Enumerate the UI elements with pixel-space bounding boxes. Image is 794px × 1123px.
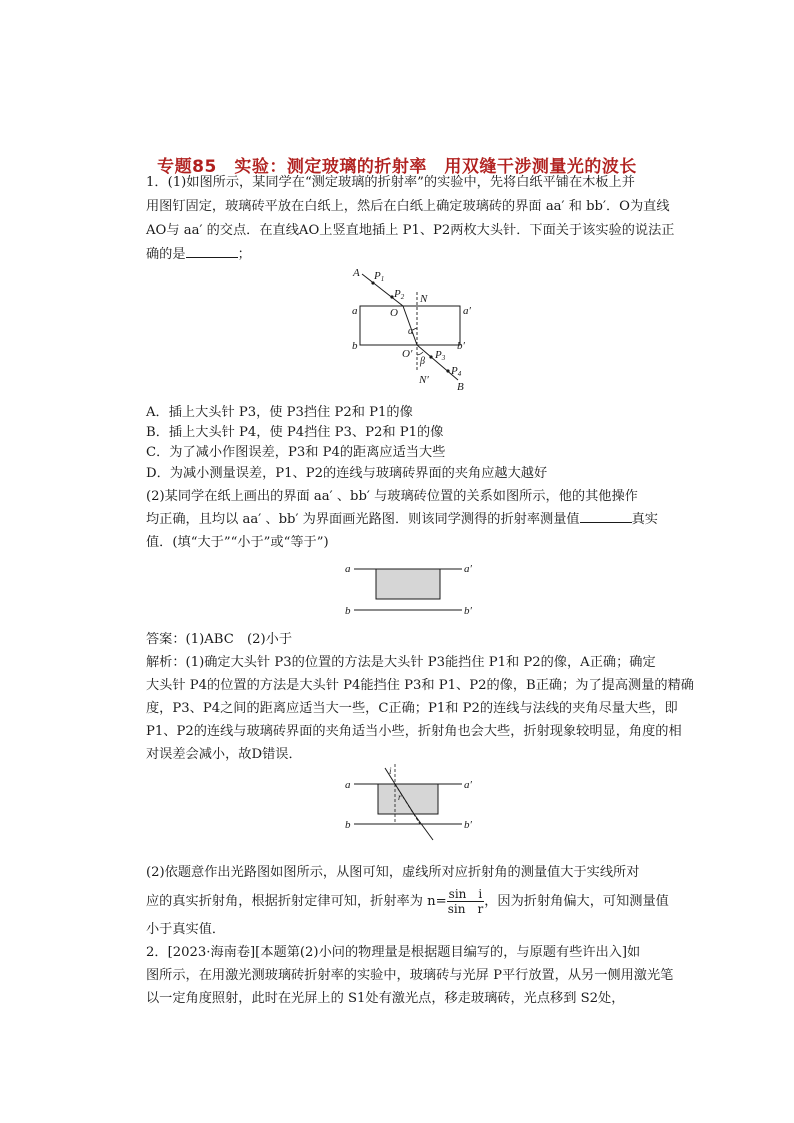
label-beta: β <box>420 356 425 367</box>
label-B: B <box>457 381 464 393</box>
figure-refraction-setup <box>340 262 480 397</box>
page-title: 专题85 实验：测定玻璃的折射率 用双缝干涉测量光的波长 <box>157 157 637 177</box>
q1-part2-line2 <box>146 508 674 532</box>
answer-line: 答案：(1)ABC (2)小于 <box>146 632 293 647</box>
explanation-line7-text: 应的真实折射角，根据折射定律可知，折射率为 n= <box>146 894 447 909</box>
q1-part2-line1: (2)某同学在纸上画出的界面 aa′ 、bb′ 与玻璃砖位置的关系如图所示，他的其他操作 <box>146 489 638 504</box>
formula-numerator: sin i <box>448 887 483 901</box>
label-a-prime: a′ <box>463 305 471 317</box>
label-b: b <box>352 340 358 352</box>
explanation-line2: 大头针 P4的位置的方法是大头针 P4能挡住 P3和 P1、P2的像，B正确；为了提高测量的精确 <box>146 678 694 693</box>
q1-option-d: D．为减小测量误差，P1、P2的连线与玻璃砖界面的夹角应越大越好 <box>146 466 548 481</box>
label-O-prime: O′ <box>402 348 413 360</box>
fig3-label-i: i <box>389 766 392 776</box>
q2-line2: 图所示，在用激光测玻璃砖折射率的实验中，玻璃砖与光屏 P平行放置，从另一侧用激光笔 <box>146 968 674 983</box>
explanation-line3: 度，P3、P4之间的距离应适当大一些，C正确；P1和 P2的连线与法线的夹角尽量大些，即 <box>146 701 678 716</box>
q2-line1: 2．[2023·海南卷][本题第(2)小问的物理量是根据题目编写的，与原题有些许出入]如 <box>146 945 641 960</box>
q1-option-b: B．插上大头针 P4，使 P4挡住 P3、P2和 P1的像 <box>146 425 444 440</box>
explanation-line1: 解析：(1)确定大头针 P3的位置的方法是大头针 P3能挡住 P1和 P2的像，A正确；确定 <box>146 655 656 670</box>
label-P3: P3 <box>435 349 446 362</box>
fig3-label-a: a <box>345 779 351 791</box>
q1-part2-line3: 值．(填“大于”“小于”或“等于”) <box>146 535 329 550</box>
q1-answer-blank[interactable] <box>186 243 238 258</box>
figure-light-path <box>340 760 480 842</box>
explanation-line8: 小于真实值． <box>146 922 226 937</box>
explanation-line5: 对误差会减小，故D错误． <box>146 747 302 762</box>
q1-part2-answer-blank[interactable] <box>580 508 632 523</box>
q1-line1: 1．(1)如图所示，某同学在“测定玻璃的折射率”的实验中，先将白纸平铺在木板上并 <box>146 175 635 190</box>
q1-part2-line2-end: 真实 <box>631 512 658 527</box>
label-N: N <box>420 293 428 305</box>
label-alpha: α <box>408 326 414 337</box>
figure-interface-misplaced <box>340 560 480 620</box>
fig2-label-a: a <box>345 563 351 575</box>
label-O: O <box>390 307 398 319</box>
q1-line4-end: ； <box>237 247 251 262</box>
q1-part2-line2-text: 均正确，且均以 aa′ 、bb′ 为界面画光路图．则该同学测得的折射率测量值 <box>146 512 580 527</box>
fig2-label-b-prime: b′ <box>464 605 472 617</box>
explanation-line7-end: ，因为折射角偏大，可知测量值 <box>484 894 669 909</box>
fig3-label-b: b <box>345 819 351 831</box>
fig2-label-a-prime: a′ <box>464 563 472 575</box>
q1-option-c: C．为了减小作图误差，P3和 P4的距离应适当大些 <box>146 445 446 460</box>
explanation-line4: P1、P2的连线与玻璃砖界面的夹角适当小些，折射角也会大些，折射现象较明显，角度的相 <box>146 724 682 739</box>
label-N-prime: N′ <box>419 374 429 386</box>
refraction-formula <box>447 887 485 916</box>
q2-line3: 以一定角度照射，此时在光屏上的 S1处有激光点，移走玻璃砖，光点移到 S2处， <box>146 991 625 1006</box>
label-P2: P2 <box>394 288 405 301</box>
fig2-label-b: b <box>345 605 351 617</box>
explanation-line7 <box>146 887 674 916</box>
formula-denominator: sin r <box>447 902 484 916</box>
explanation-line6: (2)依题意作出光路图如图所示，从图可知，虚线所对应折射角的测量值大于实线所对 <box>146 865 640 880</box>
q1-line3: AO与 aa′ 的交点．在直线AO上竖直地插上 P1、P2两枚大头针．下面关于该实验的说法正 <box>146 223 675 238</box>
q1-line2: 用图钉固定，玻璃砖平放在白纸上，然后在白纸上确定玻璃砖的界面 aa′ 和 bb′．O为直线 <box>146 199 670 214</box>
label-P1: P1 <box>374 270 385 283</box>
q1-line4-text: 确的是 <box>146 247 186 262</box>
fig3-label-a-prime: a′ <box>464 779 472 791</box>
label-b-prime: b′ <box>457 340 465 352</box>
label-a: a <box>352 305 358 317</box>
q1-option-a: A．插上大头针 P3，使 P3挡住 P2和 P1的像 <box>146 405 413 420</box>
fig3-label-r: r <box>398 792 402 802</box>
label-P4: P4 <box>451 365 462 378</box>
fig3-label-b-prime: b′ <box>464 819 472 831</box>
label-A: A <box>353 267 360 279</box>
